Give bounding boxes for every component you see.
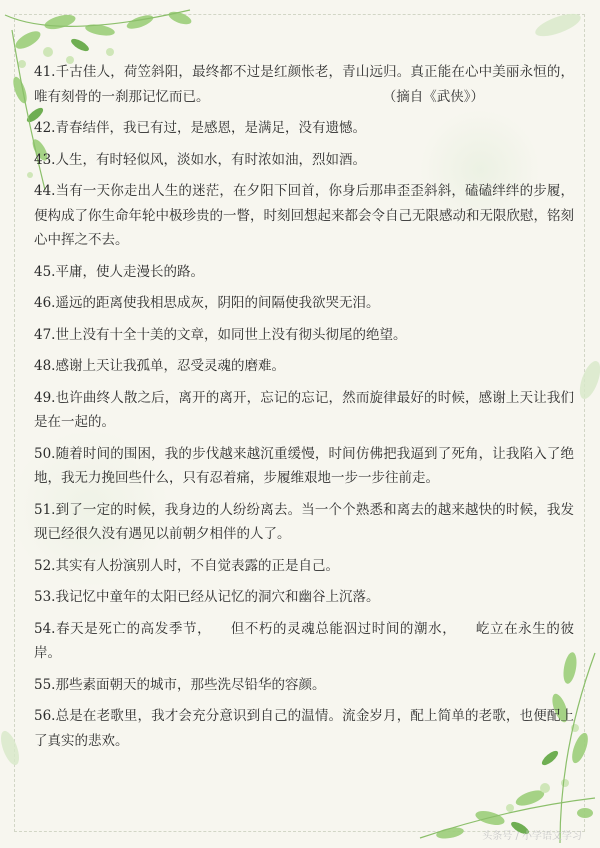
entry-text: 那些素面朝天的城市，那些洗尽铅华的容颜。 [55, 676, 326, 693]
entry-number: 44. [34, 183, 56, 199]
entry-text: 也许曲终人散之后，离开的离开，忘记的忘记，然而旋律最好的时候，感谢上天让我们是在一起的。 [34, 389, 574, 430]
quote-entry [34, 179, 574, 253]
quote-entry [34, 60, 574, 109]
entry-number: 41. [34, 64, 56, 80]
quote-entry [34, 617, 574, 666]
quote-entry [34, 442, 574, 491]
entry-number: 55. [34, 676, 56, 693]
entry-text: 随着时间的围困，我的步伐越来越沉重缓慢，时间仿佛把我逼到了死角，让我陷入了绝地，我无力挽回些什么，只有忍着痛，步履维艰地一步一步往前走。 [34, 445, 574, 486]
entry-text: 遥远的距离使我相思成灰，阴阳的间隔使我欲哭无泪。 [55, 295, 380, 311]
entry-number: 47. [34, 326, 56, 343]
quote-entry [34, 291, 574, 316]
entry-text: 当有一天你走出人生的迷茫，在夕阳下回首，你身后那串歪歪斜斜，磕磕绊绊的步履，便构成了你生命年轮中极珍贵的一瞥，时刻回想起来都会令自己无限感动和无限欣慰，铭刻心中挥之不去。 [34, 183, 574, 248]
watermark: 头条号 / 小学语文学习 [482, 831, 582, 842]
quote-entry [34, 260, 574, 285]
quote-entry [34, 585, 574, 610]
entry-text: 总是在老歌里，我才会充分意识到自己的温情。流金岁月，配上简单的老歌，也便配上了真实的悲欢。 [34, 708, 574, 749]
entry-number: 50. [34, 445, 56, 462]
entry-number: 49. [34, 389, 56, 406]
quote-entry [34, 386, 574, 435]
entry-number: 43. [34, 151, 56, 168]
right-leaf-decoration [570, 350, 600, 410]
entry-number: 46. [34, 295, 56, 311]
entry-number: 48. [34, 358, 56, 374]
entry-text: 春天是死亡的高发季节， 但不朽的灵魂总能泅过时间的潮水， 屹立在永生的彼岸。 [34, 620, 574, 661]
left-leaf-decoration [0, 718, 30, 778]
entry-text: 我记忆中童年的太阳已经从记忆的洞穴和幽谷上沉落。 [55, 589, 380, 605]
entry-text: 世上没有十全十美的文章，如同世上没有彻头彻尾的绝望。 [55, 326, 407, 343]
entry-text: 千古佳人，荷笠斜阳，最终都不过是红颜怅老，青山远归。真正能在心中美丽永恒的，唯有刻骨的一刹那记忆而已。 [34, 64, 574, 105]
quote-entry [34, 116, 574, 141]
quote-entry [34, 673, 574, 698]
entry-text: 其实有人扮演别人时，不自觉表露的正是自己。 [55, 557, 339, 574]
entry-text: 到了一定的时候，我身边的人纷纷离去。当一个个熟悉和离去的越来越快的时候，我发现已经很久没有遇见以前朝夕相伴的人了。 [34, 501, 574, 542]
quote-entry [34, 148, 574, 173]
quote-entry [34, 354, 574, 379]
entry-text: 人生，有时轻似风，淡如水，有时浓如油，烈如酒。 [55, 151, 366, 168]
entry-number: 53. [34, 589, 56, 605]
quote-entry [34, 498, 574, 547]
top-right-leaf-decoration [528, 10, 588, 50]
quote-list [34, 60, 574, 760]
entry-number: 42. [34, 120, 56, 136]
quote-entry [34, 554, 574, 579]
entry-number: 56. [34, 708, 56, 724]
entry-source: （摘自《武侠》） [382, 88, 484, 105]
entry-number: 51. [34, 501, 56, 518]
entry-text: 平庸，使人走漫长的路。 [55, 263, 204, 280]
quote-entry [34, 323, 574, 348]
entry-number: 54. [34, 620, 56, 637]
quote-entry [34, 704, 574, 753]
entry-text: 青春结伴，我已有过，是感恩，是满足，没有遗憾。 [55, 120, 366, 136]
entry-number: 45. [34, 263, 56, 280]
entry-number: 52. [34, 557, 56, 574]
entry-text: 感谢上天让我孤单，忍受灵魂的磨难。 [55, 358, 285, 374]
